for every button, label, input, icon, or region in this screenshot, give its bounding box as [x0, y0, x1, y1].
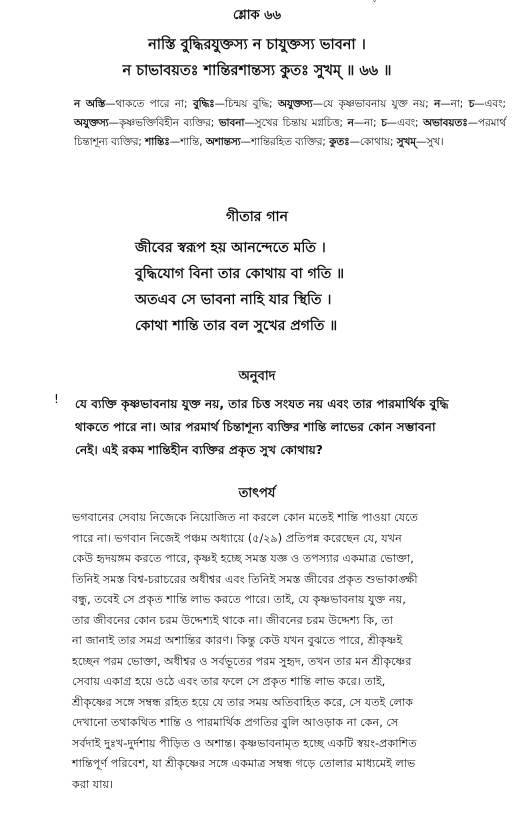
word-meaning-entry: অভাবয়তঃ—পরমার্থ চিন্তাশূন্য ব্যক্তির; — [74, 117, 507, 148]
translation-heading: অনুবাদ — [238, 369, 276, 384]
margin-mark: ! — [54, 392, 59, 406]
purport-line: শান্তিপূর্ণ পরিবেশ, যা শ্রীকৃষ্ণের সঙ্গে একমাত্র সম্বন্ধ গড়ে তোলার মাধ্যমেই লাভ — [72, 757, 416, 770]
purport-line: পারে না। ভগবান নিজেই পঞ্চম অধ্যায়ে (৫/২৯) প্রতিপন্ন করেছেন যে, যখন — [72, 531, 402, 545]
word-meaning-entry: কুতঃ—কোথায়; — [329, 136, 397, 148]
word-gloss: থাকতে পারে না; — [115, 98, 193, 110]
purport-line: ভগবানের সেবায় নিজেকে নিয়োজিত না করলে কোন মতেই শান্তি পাওয়া যেতে — [72, 511, 419, 524]
word-gloss: শান্তি, — [180, 136, 206, 148]
word-term: চ — [468, 98, 475, 110]
purport-text — [72, 508, 508, 795]
purport-line: সেবায় একাগ্র হয়ে ওঠে এবং তার ফলে সে প্রকৃত শান্তি লাভ করে। তাই, — [72, 675, 386, 688]
word-gloss: কোথায়; — [359, 136, 397, 148]
word-meaning-entry: চ—এবং; — [381, 117, 424, 129]
word-meaning-entry: অযুক্তস্য—কৃষ্ণভক্তিবিহীন ব্যক্তির; — [74, 117, 219, 129]
word-term: চ — [381, 117, 387, 129]
word-meaning-entry: অযুক্তস্য—যে কৃষ্ণভাবনায় যুক্ত নয়; — [277, 98, 435, 110]
song-line: অতএব সে ভাবনা নাহি যার স্থিতি । — [135, 292, 332, 308]
word-gloss: সুখ। — [426, 136, 444, 148]
word-gloss: চিন্ময় বুদ্ধি; — [224, 98, 278, 110]
purport-line: শ্রীকৃষ্ণের সঙ্গে সম্বন্ধ রহিত হয়ে যে তার সময় অতিবাহিত করে, সে যতই লোক — [72, 695, 414, 709]
word-meaning-entry: ন—না; — [347, 117, 382, 129]
song-line: বুদ্ধিযোগ বিনা তার কোথায় বা গতি ॥ — [135, 266, 345, 282]
word-meaning-entry: ভাবনা—সুখের চিন্তায় মগ্নচিত্ত; — [218, 117, 348, 129]
word-gloss: এবং; — [397, 117, 424, 129]
word-gloss: এবং; — [484, 98, 507, 110]
word-term: অযুক্তস্য — [74, 117, 109, 129]
word-term: ভাবনা — [218, 117, 245, 129]
purport-line: তিনিই সমস্ত বিশ্ব-চরাচরের অধীশ্বর এবং তিনিই সমস্ত জীবের প্রকৃত শুভাকাঙ্ক্ষী — [72, 572, 418, 586]
verse-line-2: ন চাভাবয়তঃ শান্তিরশান্তস্য কুতঃ সুখম্ ॥ ৬৬ ॥ — [122, 63, 392, 79]
purport-line: তার জীবনের কোন চরম উদ্দেশ্যই থাকে না। জীবনের চরম উদ্দেশ্য কি, তা — [72, 613, 394, 627]
word-term: শান্তিঃ — [145, 136, 170, 148]
song-line: কোথা শান্তি তার বল সুখের প্রগতি ॥ — [135, 318, 338, 334]
word-gloss: যে কৃষ্ণভাবনায় যুক্ত নয়; — [322, 98, 435, 110]
purport-line: দেখানো তথাকথিত শান্তি ও পারমার্থিক প্রগতির বুলি আওড়াক না কেন, সে — [72, 716, 399, 729]
word-term: বুদ্ধিঃ — [192, 98, 215, 110]
verse-line-1: নাস্তি বুদ্ধিরযুক্তস্য ন চাযুক্তস্য ভাবনা । — [148, 37, 366, 53]
purport-line: বন্ধু, তবেই সে প্রকৃত শান্তি লাভ করতে পারে। তাই, যে কৃষ্ণভাবনায় যুক্ত নয়, — [72, 593, 406, 606]
word-term: অশান্তস্য — [205, 136, 241, 148]
purport-line: হচ্ছেন পরম ভোক্তা, অধীশ্বর ও সর্বভূতের পরম সুহৃদ, তখন তার মন শ্রীকৃষ্ণের — [72, 654, 412, 668]
translation-line: যে ব্যক্তি কৃষ্ণভাবনায় যুক্ত নয়, তার চিত্ত সংযত নয় এবং তার পারমার্থিক বুদ্ধি — [75, 397, 449, 411]
word-meaning-entry: বুদ্ধিঃ—চিন্ময় বুদ্ধি; — [192, 98, 278, 110]
word-gloss: পরমার্থ চিন্তাশূন্য ব্যক্তির; — [74, 117, 507, 148]
word-term: অযুক্তস্য — [277, 98, 313, 110]
word-term: কুতঃ — [329, 136, 350, 148]
verse-number: শ্লোক ৬৬ — [232, 8, 282, 23]
word-meaning-entry: ন—না; — [434, 98, 469, 110]
word-term: ন অস্তি — [74, 98, 106, 110]
word-gloss: সুখের চিন্তায় মগ্নচিত্ত; — [254, 117, 348, 129]
word-term: সুখম্ — [396, 136, 417, 148]
word-gloss: কৃষ্ণভক্তিবিহীন ব্যক্তির; — [118, 117, 219, 129]
word-meaning-entry: অশান্তস্য—শান্তিরহিত ব্যক্তির; — [205, 136, 330, 148]
word-meaning-entry: ন অস্তি—থাকতে পারে না; — [74, 98, 193, 110]
stray-mark: ˇ — [372, 0, 377, 11]
word-term: ন — [434, 98, 441, 110]
word-term: অভাবয়তঃ — [423, 117, 468, 129]
word-meaning-entry: চ—এবং; — [468, 98, 507, 110]
song-heading: গীতার গান — [226, 209, 288, 225]
purport-line: করা যায়। — [72, 777, 114, 791]
word-gloss: না; — [364, 117, 382, 129]
translation-text — [75, 393, 509, 462]
purport-heading: তাৎপর্য — [238, 486, 276, 501]
word-gloss: শান্তিরহিত ব্যক্তির; — [250, 136, 330, 148]
word-term: ন — [347, 117, 354, 129]
song-line: জীবের স্বরূপ হয় আনন্দেতে মতি । — [135, 240, 326, 256]
word-meaning-entry: সুখম্—সুখ। — [396, 136, 444, 148]
translation-line: নেই। এই রকম শান্তিহীন ব্যক্তির প্রকৃত সুখ কোথায়? — [75, 443, 323, 457]
word-gloss: না; — [450, 98, 469, 110]
translation-line: থাকতে পারে না। আর পরমার্থ চিন্তাশূন্য ব্যক্তির শান্তি লাভের কোন সম্ভাবনা — [75, 420, 436, 434]
word-meanings — [74, 95, 506, 152]
purport-line: সর্বদাই দুঃখ-দুর্দশায় পীড়িত ও অশান্ত। কৃষ্ণভাবনামৃত হচ্ছে একটি স্বয়ং-প্রকাশিত — [72, 736, 417, 750]
word-meaning-entry: শান্তিঃ—শান্তি, — [145, 136, 206, 148]
purport-line: কেউ হৃদয়ঙ্গম করতে পারে, কৃষ্ণই হচ্ছে সমস্ত যজ্ঞ ও তপস্যার একমাত্র ভোক্তা, — [72, 552, 414, 565]
purport-line: না জানাই তার সমগ্র অশান্তির কারণ। কিন্তু কেউ যখন বুঝতে পারে, শ্রীকৃষ্ণই — [72, 634, 403, 647]
